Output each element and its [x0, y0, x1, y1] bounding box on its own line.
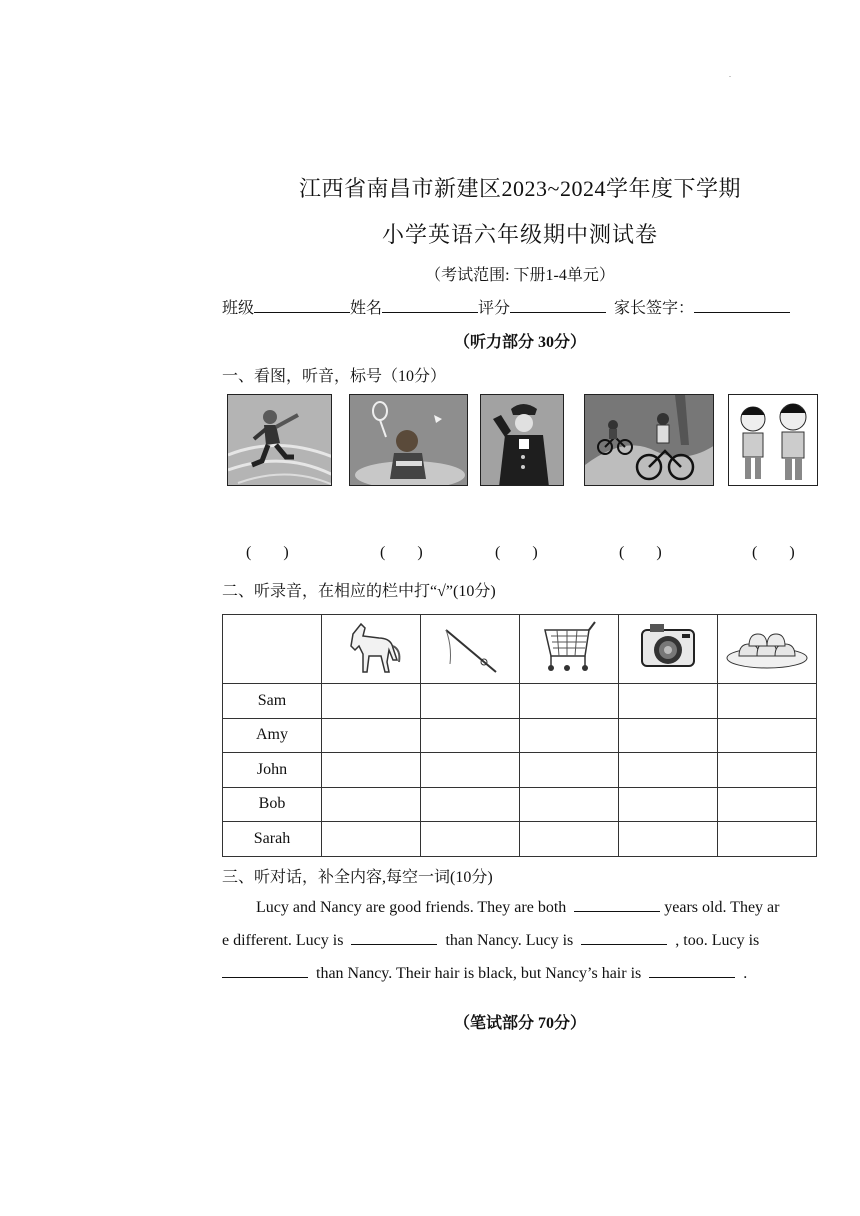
table-row — [223, 822, 817, 857]
class-label: 班级 — [222, 300, 255, 317]
passage-line-2 — [222, 924, 822, 957]
passage-text: than Nancy. Their hair is black, but Nancy’s hair is — [316, 965, 642, 982]
name-label: 姓名 — [350, 300, 383, 317]
check-cell[interactable] — [322, 684, 421, 719]
check-cell[interactable] — [421, 822, 520, 857]
check-cell[interactable] — [718, 787, 817, 822]
check-cell[interactable] — [421, 684, 520, 719]
answer-paren-4[interactable]: ( ) — [619, 544, 662, 561]
exam-scope: （考试范围: 下册1-4单元） — [425, 267, 615, 284]
check-cell[interactable] — [520, 822, 619, 857]
row-name-cell: Bob — [223, 787, 322, 822]
passage-text: e different. Lucy is — [222, 932, 344, 949]
check-cell[interactable] — [322, 718, 421, 753]
passage-text: Lucy and Nancy are good friends. They are both — [256, 899, 567, 916]
passage-line-1 — [222, 891, 822, 924]
check-cell[interactable] — [322, 822, 421, 857]
answer-blank-5[interactable] — [649, 963, 735, 978]
row-name-cell: Sam — [223, 684, 322, 719]
cycling-boys-image — [584, 394, 714, 486]
exam-title-line2: 小学英语六年级期中测试卷 — [381, 222, 658, 247]
passage-line-3 — [222, 957, 822, 990]
score-label: 评分 — [478, 300, 511, 317]
two-boys-image — [728, 394, 818, 486]
check-cell[interactable] — [520, 718, 619, 753]
listening-heading: （听力部分 30分） — [453, 334, 586, 351]
check-cell[interactable] — [619, 787, 718, 822]
fishing-rod-icon — [421, 615, 520, 684]
check-cell[interactable] — [718, 718, 817, 753]
q2-title: 二、听录音，在相应的栏中打“√”(10分) — [222, 583, 496, 600]
corner-cell — [223, 615, 322, 684]
corner-dot: . — [729, 70, 731, 79]
answer-paren-2[interactable]: ( ) — [380, 544, 423, 561]
row-name-cell: Sarah — [223, 822, 322, 857]
answer-paren-5[interactable]: ( ) — [752, 544, 795, 561]
police-officer-image — [480, 394, 564, 486]
writing-heading: （笔试部分 70分） — [453, 1015, 586, 1032]
row-name-cell: Amy — [223, 718, 322, 753]
score-blank[interactable] — [510, 298, 606, 313]
badminton-boy-image — [349, 394, 468, 486]
table-row — [223, 787, 817, 822]
check-cell[interactable] — [322, 787, 421, 822]
check-cell[interactable] — [718, 822, 817, 857]
answer-blank-1[interactable] — [574, 897, 660, 912]
parent-signature-label: 家长签字： — [614, 300, 695, 317]
passage-text: years old. They ar — [664, 899, 780, 916]
check-cell[interactable] — [619, 822, 718, 857]
table-header-row — [223, 615, 817, 684]
check-cell[interactable] — [520, 753, 619, 788]
shopping-cart-icon — [520, 615, 619, 684]
exam-title-line1: 江西省南昌市新建区2023~2024学年度下学期 — [299, 176, 741, 201]
answer-blank-3[interactable] — [581, 930, 667, 945]
passage-text: . — [743, 965, 748, 982]
check-cell[interactable] — [421, 753, 520, 788]
skating-boy-image — [227, 394, 332, 486]
passage-text: , too. Lucy is — [675, 932, 760, 949]
check-cell[interactable] — [718, 753, 817, 788]
table-row — [223, 684, 817, 719]
parent-signature-blank[interactable] — [694, 298, 790, 313]
table-row — [223, 718, 817, 753]
check-cell[interactable] — [421, 787, 520, 822]
check-cell[interactable] — [619, 753, 718, 788]
table-row — [223, 753, 817, 788]
q1-title: 一、看图，听音，标号（10分） — [222, 368, 447, 385]
answer-paren-1[interactable]: ( ) — [246, 544, 289, 561]
check-cell[interactable] — [619, 718, 718, 753]
answer-paren-3[interactable]: ( ) — [495, 544, 538, 561]
q3-title: 三、听对话，补全内容,每空一词(10分) — [222, 869, 493, 886]
checklist-table — [222, 614, 817, 857]
answer-blank-4[interactable] — [222, 963, 308, 978]
answer-blank-2[interactable] — [351, 930, 437, 945]
student-info-line — [222, 295, 790, 318]
name-blank[interactable] — [382, 298, 478, 313]
row-name-cell: John — [223, 753, 322, 788]
horse-icon — [322, 615, 421, 684]
passage-text: than Nancy. Lucy is — [445, 932, 574, 949]
check-cell[interactable] — [718, 684, 817, 719]
check-cell[interactable] — [421, 718, 520, 753]
check-cell[interactable] — [619, 684, 718, 719]
camera-icon — [619, 615, 718, 684]
check-cell[interactable] — [520, 684, 619, 719]
class-blank[interactable] — [254, 298, 350, 313]
dumplings-icon — [718, 615, 817, 684]
check-cell[interactable] — [322, 753, 421, 788]
check-cell[interactable] — [520, 787, 619, 822]
q3-passage — [222, 891, 822, 990]
